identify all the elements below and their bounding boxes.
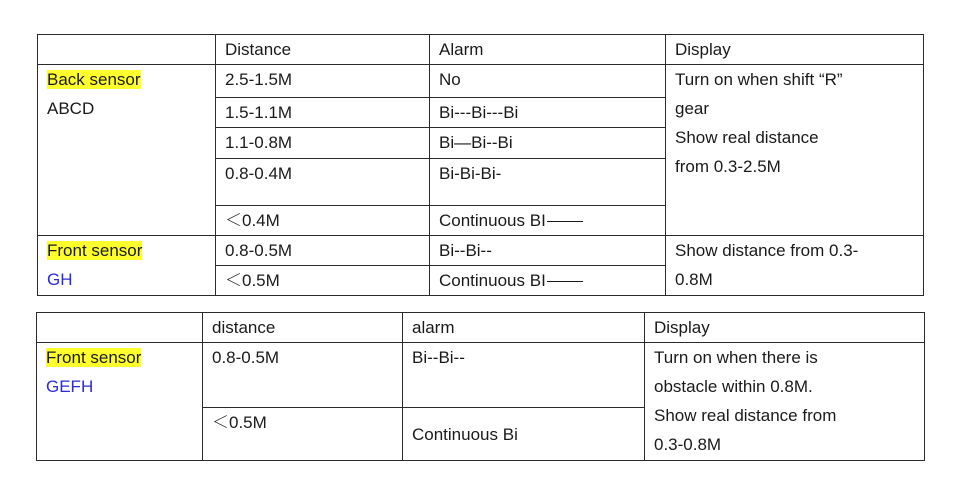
front-sensor-code: GH <box>47 270 73 289</box>
back-display-line-4: from 0.3-2.5M <box>675 157 781 176</box>
front-sensor-label: Front sensor <box>46 348 142 367</box>
front-sensor-code: GEFH <box>46 377 94 396</box>
back-distance-2: 1.5-1.1M <box>216 98 430 128</box>
front-display-line-3: Show real distance from <box>654 406 837 425</box>
header-display: Display <box>645 313 925 343</box>
back-front-sensor-table <box>37 34 924 296</box>
front-alarm-2-cell <box>430 266 666 296</box>
header-distance: distance <box>203 313 403 343</box>
front-distance-1: 0.8-0.5M <box>203 343 403 408</box>
back-sensor-code: ABCD <box>47 99 95 118</box>
header-empty-cell <box>38 35 216 65</box>
front-sensor-label: Front sensor <box>47 241 143 260</box>
back-distance-5: ＜0.4M <box>216 206 430 236</box>
front-display-cell <box>645 343 925 461</box>
back-alarm-3: Bi—Bi--Bi <box>430 128 666 159</box>
back-alarm-5: Continuous BI <box>439 211 546 230</box>
back-distance-1: 2.5-1.5M <box>216 65 430 98</box>
back-sensor-label: Back sensor <box>47 70 141 89</box>
continuous-line-icon <box>547 281 583 282</box>
back-alarm-5-cell <box>430 206 666 236</box>
front-display-line-2: obstacle within 0.8M. <box>654 377 813 396</box>
back-distance-4: 0.8-0.4M <box>216 159 430 206</box>
header-empty-cell <box>37 313 203 343</box>
front-display-line-1: Turn on when there is <box>654 348 818 367</box>
back-alarm-1: No <box>430 65 666 98</box>
front-display-cell <box>666 236 924 296</box>
back-alarm-2: Bi---Bi---Bi <box>430 98 666 128</box>
front-distance-2: ＜0.5M <box>216 266 430 296</box>
back-sensor-cell <box>38 65 216 236</box>
front-display-line-1: Show distance from 0.3- <box>675 241 859 260</box>
front-display-line-2: 0.8M <box>675 270 713 289</box>
front-display-line-4: 0.3-0.8M <box>654 435 722 454</box>
header-display: Display <box>666 35 924 65</box>
front-distance-2: ＜0.5M <box>203 408 403 461</box>
front-alarm-2: Continuous Bi <box>403 408 645 461</box>
front-alarm-2: Continuous BI <box>439 271 546 290</box>
front-sensor-table <box>36 312 925 461</box>
back-display-line-2: gear <box>675 99 710 118</box>
back-display-line-3: Show real distance <box>675 128 819 147</box>
continuous-line-icon <box>547 221 583 222</box>
header-alarm: Alarm <box>430 35 666 65</box>
front-sensor-cell <box>37 343 203 461</box>
front-distance-1: 0.8-0.5M <box>216 236 430 266</box>
header-distance: Distance <box>216 35 430 65</box>
front-sensor-cell <box>38 236 216 296</box>
front-alarm-1: Bi--Bi-- <box>430 236 666 266</box>
back-distance-3: 1.1-0.8M <box>216 128 430 159</box>
back-alarm-4: Bi-Bi-Bi- <box>430 159 666 206</box>
header-alarm: alarm <box>403 313 645 343</box>
front-alarm-1: Bi--Bi-- <box>403 343 645 408</box>
back-display-line-1: Turn on when shift “R” <box>675 70 843 89</box>
back-display-cell <box>666 65 924 236</box>
